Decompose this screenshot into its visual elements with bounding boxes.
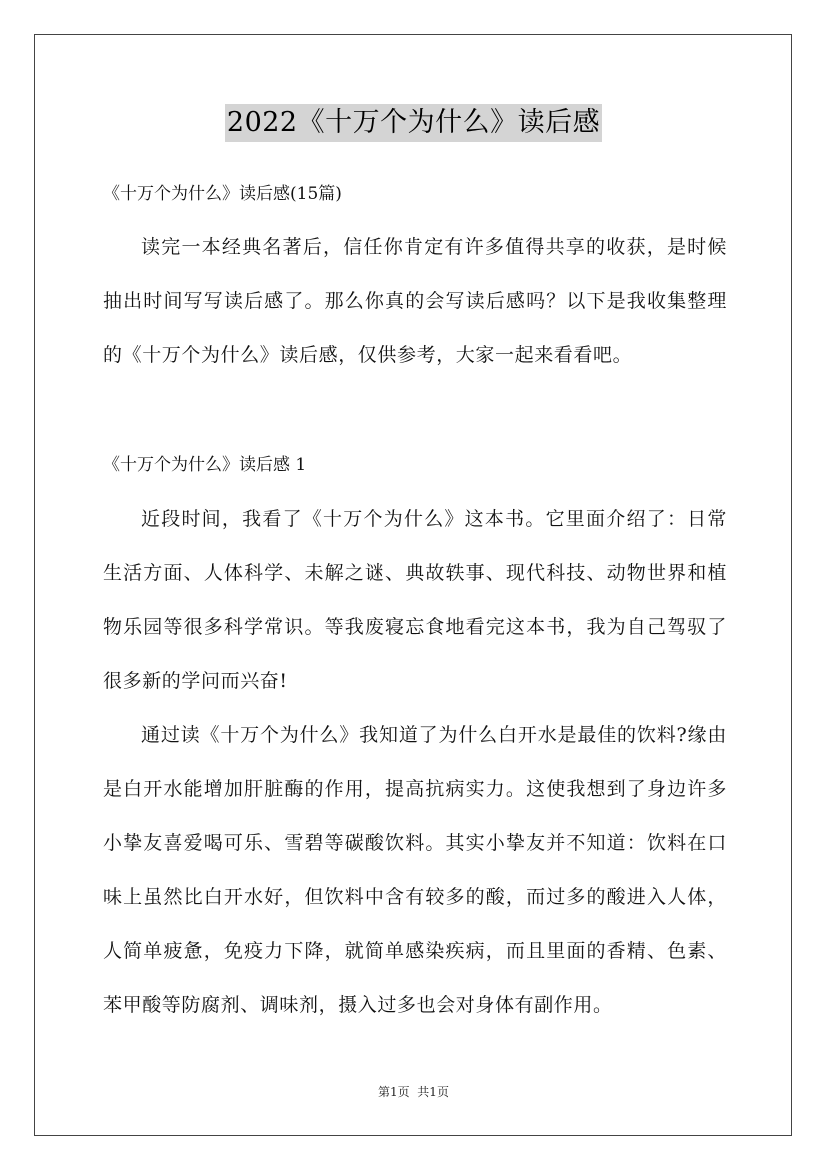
- title-container: [0, 104, 827, 142]
- section1-paragraph-2: 通过读《十万个为什么》我知道了为什么白开水是最佳的饮料?缘由是白开水能增加肝脏酶的作用，提高抗病实力。这使我想到了身边许多小挚友喜爱喝可乐、雪碧等碳酸饮料。其实小挚友并不知道：饮料在口味上虽然比白开水好，但饮料中含有较多的酸，而过多的酸进入人体，人简单疲惫，免疫力下降，就简单感染疾病，而且里面的香精、色素、苯甲酸等防腐剂、调味剂，摄入过多也会对身体有副作用。: [103, 724, 727, 1016]
- document-subtitle: 《十万个为什么》读后感(15篇): [103, 184, 342, 204]
- intro-paragraph: 读完一本经典名著后，信任你肯定有许多值得共享的收获，是时候抽出时间写写读后感了。那么你真的会写读后感吗？以下是我收集整理的《十万个为什么》读后感，仅供参考，大家一起来看看吧。: [103, 236, 727, 366]
- document-title: 2022《十万个为什么》读后感: [225, 104, 602, 142]
- section-heading-1: 《十万个为什么》读后感 1: [103, 455, 307, 475]
- page-footer: 第1页 共1页: [378, 1085, 449, 1099]
- section1-paragraph-1: 近段时间，我看了《十万个为什么》这本书。它里面介绍了：日常生活方面、人体科学、未解之谜、典故轶事、现代科技、动物世界和植物乐园等很多科学常识。等我废寝忘食地看完这本书，我为自己驾驭了很多新的学问而兴奋!: [103, 508, 727, 692]
